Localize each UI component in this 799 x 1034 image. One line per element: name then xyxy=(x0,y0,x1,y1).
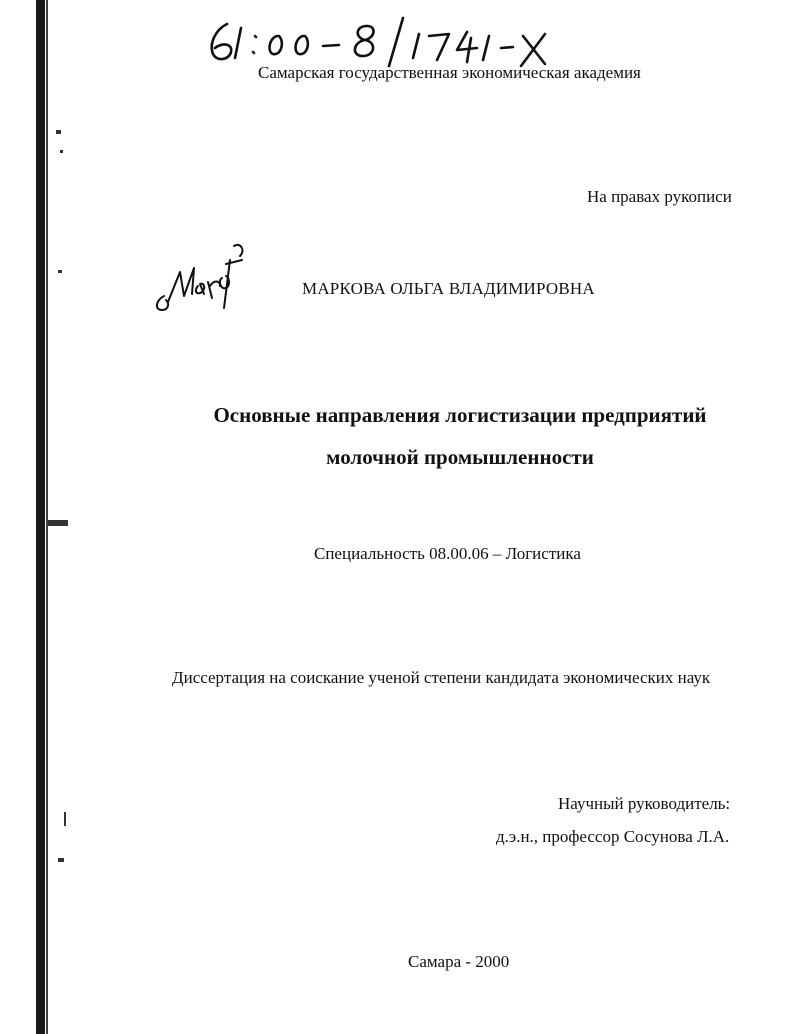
institution-name: Самарская государственная экономическая академия xyxy=(258,63,641,82)
degree-statement: Диссертация на соискание ученой степени кандидата экономических наук xyxy=(172,668,711,687)
scan-binding-edge-shadow xyxy=(46,0,48,1034)
dissertation-title-line-1: Основные направления логистизации предприятий xyxy=(213,403,707,427)
scan-speck xyxy=(56,130,61,134)
supervisor-label: Научный руководитель: xyxy=(558,794,731,813)
scan-speck xyxy=(48,520,68,526)
scan-binding-edge xyxy=(36,0,45,1034)
author-name: МАРКОВА ОЛЬГА ВЛАДИМИРОВНА xyxy=(302,279,595,298)
scan-speck xyxy=(58,270,62,273)
scan-speck xyxy=(64,812,66,826)
rights-notice: На правах рукописи xyxy=(587,187,732,206)
dissertation-title-line-2: молочной промышленности xyxy=(326,445,594,469)
specialty: Специальность 08.00.06 – Логистика xyxy=(314,544,581,563)
place-and-year: Самара - 2000 xyxy=(408,952,510,971)
supervisor-name: д.э.н., профессор Сосунова Л.А. xyxy=(496,827,730,846)
scan-speck xyxy=(58,858,64,862)
scan-speck xyxy=(60,150,63,153)
handwritten-signature xyxy=(150,238,250,318)
